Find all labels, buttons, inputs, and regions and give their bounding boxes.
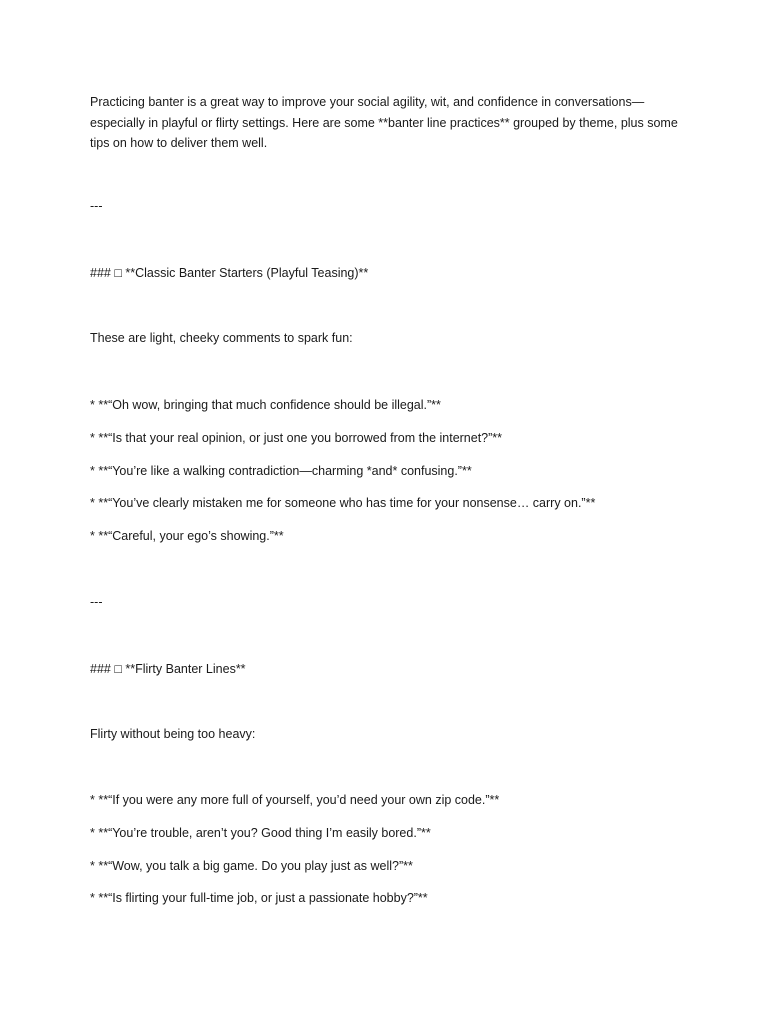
divider-2: --- — [90, 595, 103, 609]
section-2-item-1: * **“If you were any more full of yourself, you’d need your own zip code.”** — [90, 793, 500, 807]
section-2-description: Flirty without being too heavy: — [90, 727, 256, 741]
section-1-item-5: * **“Careful, your ego’s showing.”** — [90, 529, 284, 543]
section-2-item-4: * **“Is flirting your full-time job, or just a passionate hobby?”** — [90, 891, 428, 905]
intro-paragraph: Practicing banter is a great way to improve your social agility, wit, and confidence in conversations—especially in playful or flirty settings. Here are some **banter line practices** grouped by theme, plus some tips on how to deliver them well. — [90, 95, 678, 150]
section-1-item-3: * **“You’re like a walking contradiction—charming *and* confusing.”** — [90, 464, 472, 478]
section-2-item-2: * **“You’re trouble, aren’t you? Good thing I’m easily bored.”** — [90, 826, 431, 840]
section-1-item-2: * **“Is that your real opinion, or just one you borrowed from the internet?”** — [90, 431, 503, 445]
section-2-heading: ### □ **Flirty Banter Lines** — [90, 662, 246, 676]
section-2-item-3: * **“Wow, you talk a big game. Do you play just as well?”** — [90, 859, 413, 873]
section-1-item-1: * **“Oh wow, bringing that much confidence should be illegal.”** — [90, 398, 441, 412]
section-1-item-4: * **“You’ve clearly mistaken me for someone who has time for your nonsense… carry on.”** — [90, 496, 596, 510]
section-1-heading: ### □ **Classic Banter Starters (Playful Teasing)** — [90, 266, 369, 280]
divider-1: --- — [90, 199, 103, 213]
section-1-description: These are light, cheeky comments to spark fun: — [90, 331, 353, 345]
